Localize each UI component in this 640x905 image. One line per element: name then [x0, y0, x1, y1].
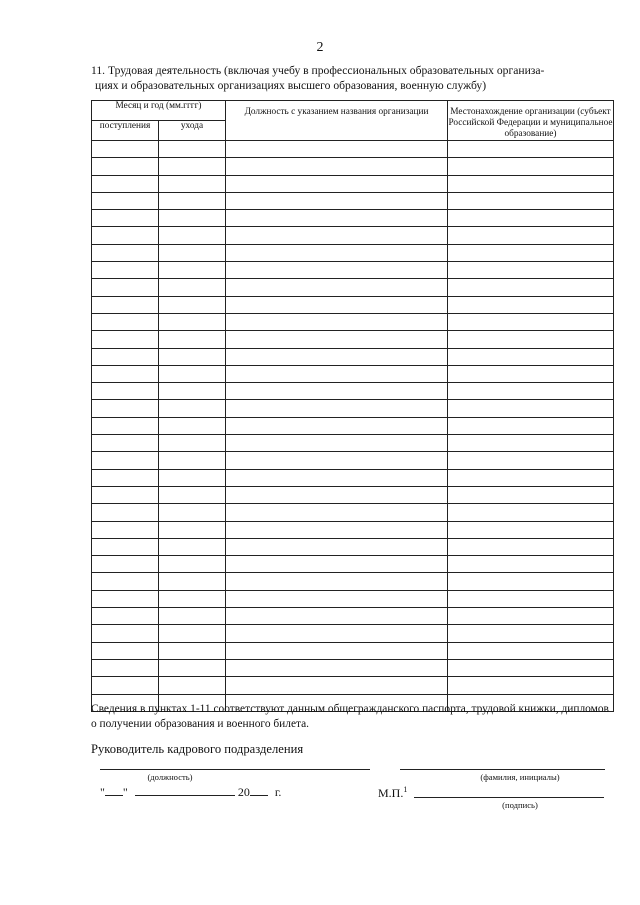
end-date-cell[interactable]	[159, 141, 226, 158]
verification-note: Сведения в пунктах 1-11 соответствуют данным общегражданского паспорта, трудовой книжки, дипломов о получении образования и военного билета.	[91, 703, 609, 730]
name-caption: (фамилия, инициалы)	[480, 772, 560, 782]
location-cell[interactable]	[448, 175, 614, 192]
end-date-cell[interactable]	[159, 279, 226, 296]
location-cell[interactable]	[448, 227, 614, 244]
position-cell[interactable]	[226, 210, 448, 227]
location-cell[interactable]	[448, 210, 614, 227]
work-history-table	[91, 100, 614, 712]
position-cell[interactable]	[226, 313, 448, 330]
table-row	[92, 677, 614, 694]
end-date-cell[interactable]	[159, 642, 226, 659]
start-date-cell[interactable]	[92, 210, 159, 227]
position-cell[interactable]	[226, 175, 448, 192]
position-cell[interactable]	[226, 521, 448, 538]
position-cell[interactable]	[226, 469, 448, 486]
table-row	[92, 556, 614, 573]
position-cell[interactable]	[226, 556, 448, 573]
end-date-cell[interactable]	[159, 262, 226, 279]
end-date-cell[interactable]	[159, 469, 226, 486]
start-date-cell[interactable]	[92, 296, 159, 313]
end-date-header: ухода	[159, 121, 226, 141]
location-cell[interactable]	[448, 677, 614, 694]
position-cell[interactable]	[226, 348, 448, 365]
position-cell[interactable]	[226, 659, 448, 676]
table-row	[92, 538, 614, 555]
hr-head-title: Руководитель кадрового подразделения	[91, 742, 304, 756]
table-row	[92, 452, 614, 469]
month-field[interactable]	[135, 795, 235, 796]
table-row	[92, 625, 614, 642]
location-cell[interactable]	[448, 608, 614, 625]
position-cell[interactable]	[226, 435, 448, 452]
end-date-cell[interactable]	[159, 365, 226, 382]
year-field[interactable]	[250, 795, 268, 796]
end-date-cell[interactable]	[159, 227, 226, 244]
end-date-cell[interactable]	[159, 590, 226, 607]
location-cell[interactable]	[448, 452, 614, 469]
location-cell[interactable]	[448, 538, 614, 555]
table-row	[92, 383, 614, 400]
location-cell[interactable]	[448, 244, 614, 261]
location-cell[interactable]	[448, 642, 614, 659]
location-cell[interactable]	[448, 313, 614, 330]
table-row	[92, 659, 614, 676]
end-date-cell[interactable]	[159, 573, 226, 590]
table-row	[92, 141, 614, 158]
day-field[interactable]	[105, 795, 123, 796]
table-row	[92, 435, 614, 452]
section-title-line-2: циях и образовательных организациях высшего образования, военную службу)	[95, 79, 487, 92]
position-cell[interactable]	[226, 452, 448, 469]
start-date-cell[interactable]	[92, 642, 159, 659]
start-date-cell[interactable]	[92, 573, 159, 590]
start-date-cell[interactable]	[92, 192, 159, 209]
location-cell[interactable]	[448, 573, 614, 590]
name-field-line[interactable]	[400, 769, 605, 770]
position-cell[interactable]	[226, 573, 448, 590]
end-date-cell[interactable]	[159, 313, 226, 330]
start-date-cell[interactable]	[92, 504, 159, 521]
start-date-cell[interactable]	[92, 279, 159, 296]
position-cell[interactable]	[226, 538, 448, 555]
table-row	[92, 279, 614, 296]
position-field-line[interactable]	[100, 769, 370, 770]
position-cell[interactable]	[226, 608, 448, 625]
table-row	[92, 608, 614, 625]
start-date-cell[interactable]	[92, 677, 159, 694]
position-cell[interactable]	[226, 365, 448, 382]
end-date-cell[interactable]	[159, 348, 226, 365]
location-cell[interactable]	[448, 192, 614, 209]
position-cell[interactable]	[226, 417, 448, 434]
end-date-cell[interactable]	[159, 521, 226, 538]
table-row	[92, 244, 614, 261]
end-date-cell[interactable]	[159, 486, 226, 503]
date-open-quote: "	[100, 785, 105, 799]
location-cell[interactable]	[448, 556, 614, 573]
table-row	[92, 521, 614, 538]
stamp-label	[378, 785, 407, 801]
signature-caption: (подпись)	[502, 800, 538, 810]
position-cell[interactable]	[226, 331, 448, 348]
start-date-cell[interactable]	[92, 538, 159, 555]
start-date-cell[interactable]	[92, 452, 159, 469]
end-date-cell[interactable]	[159, 504, 226, 521]
table-row	[92, 486, 614, 503]
table-row	[92, 296, 614, 313]
end-date-cell[interactable]	[159, 659, 226, 676]
location-cell[interactable]	[448, 383, 614, 400]
end-date-cell[interactable]	[159, 417, 226, 434]
date-row	[100, 785, 281, 800]
location-cell[interactable]	[448, 279, 614, 296]
table-row	[92, 175, 614, 192]
end-date-cell[interactable]	[159, 296, 226, 313]
table-row	[92, 469, 614, 486]
end-date-cell[interactable]	[159, 625, 226, 642]
table-row	[92, 573, 614, 590]
start-date-cell[interactable]	[92, 417, 159, 434]
table-row	[92, 210, 614, 227]
position-cell[interactable]	[226, 504, 448, 521]
position-cell[interactable]	[226, 141, 448, 158]
location-cell[interactable]	[448, 331, 614, 348]
location-cell[interactable]	[448, 417, 614, 434]
table-row	[92, 227, 614, 244]
start-date-cell[interactable]	[92, 486, 159, 503]
start-date-cell[interactable]	[92, 348, 159, 365]
signature-field-line[interactable]	[414, 797, 604, 798]
start-date-cell[interactable]	[92, 158, 159, 175]
location-cell[interactable]	[448, 348, 614, 365]
start-date-header: поступления	[92, 121, 159, 141]
location-cell[interactable]	[448, 365, 614, 382]
position-cell[interactable]	[226, 625, 448, 642]
location-cell[interactable]	[448, 400, 614, 417]
start-date-cell[interactable]	[92, 590, 159, 607]
position-cell[interactable]	[226, 486, 448, 503]
start-date-cell[interactable]	[92, 244, 159, 261]
start-date-cell[interactable]	[92, 469, 159, 486]
start-date-cell[interactable]	[92, 608, 159, 625]
end-date-cell[interactable]	[159, 175, 226, 192]
location-cell[interactable]	[448, 141, 614, 158]
start-date-cell[interactable]	[92, 400, 159, 417]
location-cell[interactable]	[448, 504, 614, 521]
start-date-cell[interactable]	[92, 227, 159, 244]
end-date-cell[interactable]	[159, 331, 226, 348]
start-date-cell[interactable]	[92, 625, 159, 642]
position-cell[interactable]	[226, 227, 448, 244]
start-date-cell[interactable]	[92, 435, 159, 452]
table-row	[92, 262, 614, 279]
location-cell[interactable]	[448, 625, 614, 642]
stamp-text: М.П.	[378, 786, 404, 800]
end-date-cell[interactable]	[159, 158, 226, 175]
location-cell[interactable]	[448, 590, 614, 607]
position-cell[interactable]	[226, 590, 448, 607]
work-history-rows	[92, 141, 614, 712]
month-year-header: Месяц и год (мм.гггг)	[92, 101, 226, 121]
section-title	[91, 63, 616, 93]
start-date-cell[interactable]	[92, 141, 159, 158]
location-cell[interactable]	[448, 521, 614, 538]
position-header: Должность с указанием названия организации	[226, 101, 448, 141]
end-date-cell[interactable]	[159, 210, 226, 227]
table-row	[92, 331, 614, 348]
position-cell[interactable]	[226, 158, 448, 175]
position-caption: (должность)	[147, 772, 193, 782]
position-cell[interactable]	[226, 642, 448, 659]
start-date-cell[interactable]	[92, 175, 159, 192]
year-prefix: 20	[237, 785, 250, 799]
position-cell[interactable]	[226, 244, 448, 261]
location-cell[interactable]	[448, 435, 614, 452]
position-cell[interactable]	[226, 279, 448, 296]
location-cell[interactable]	[448, 296, 614, 313]
position-cell[interactable]	[226, 262, 448, 279]
date-close-quote: "	[122, 785, 128, 799]
position-cell[interactable]	[226, 677, 448, 694]
position-cell[interactable]	[226, 383, 448, 400]
start-date-cell[interactable]	[92, 331, 159, 348]
end-date-cell[interactable]	[159, 556, 226, 573]
page-number: 2	[316, 40, 324, 55]
table-row	[92, 348, 614, 365]
table-row	[92, 417, 614, 434]
stamp-footnote: 1	[403, 785, 408, 794]
table-row	[92, 642, 614, 659]
start-date-cell[interactable]	[92, 262, 159, 279]
location-cell[interactable]	[448, 486, 614, 503]
end-date-cell[interactable]	[159, 192, 226, 209]
location-cell[interactable]	[448, 262, 614, 279]
start-date-cell[interactable]	[92, 383, 159, 400]
start-date-cell[interactable]	[92, 313, 159, 330]
start-date-cell[interactable]	[92, 556, 159, 573]
location-cell[interactable]	[448, 469, 614, 486]
location-header: Местонахождение организации (субъект Российской Федерации и муниципальное образование)	[448, 101, 614, 141]
position-cell[interactable]	[226, 192, 448, 209]
start-date-cell[interactable]	[92, 365, 159, 382]
location-cell[interactable]	[448, 158, 614, 175]
end-date-cell[interactable]	[159, 452, 226, 469]
start-date-cell[interactable]	[92, 521, 159, 538]
start-date-cell[interactable]	[92, 659, 159, 676]
end-date-cell[interactable]	[159, 244, 226, 261]
table-row	[92, 158, 614, 175]
location-cell[interactable]	[448, 659, 614, 676]
end-date-cell[interactable]	[159, 435, 226, 452]
table-row	[92, 192, 614, 209]
end-date-cell[interactable]	[159, 400, 226, 417]
end-date-cell[interactable]	[159, 383, 226, 400]
table-row	[92, 365, 614, 382]
table-row	[92, 504, 614, 521]
table-row	[92, 400, 614, 417]
position-cell[interactable]	[226, 296, 448, 313]
table-row	[92, 313, 614, 330]
table-row	[92, 590, 614, 607]
end-date-cell[interactable]	[159, 538, 226, 555]
end-date-cell[interactable]	[159, 608, 226, 625]
end-date-cell[interactable]	[159, 677, 226, 694]
position-cell[interactable]	[226, 400, 448, 417]
section-title-line-1: 11. Трудовая деятельность (включая учебу в профессиональных образовательных организа-	[91, 64, 545, 77]
year-suffix: г.	[274, 785, 282, 799]
